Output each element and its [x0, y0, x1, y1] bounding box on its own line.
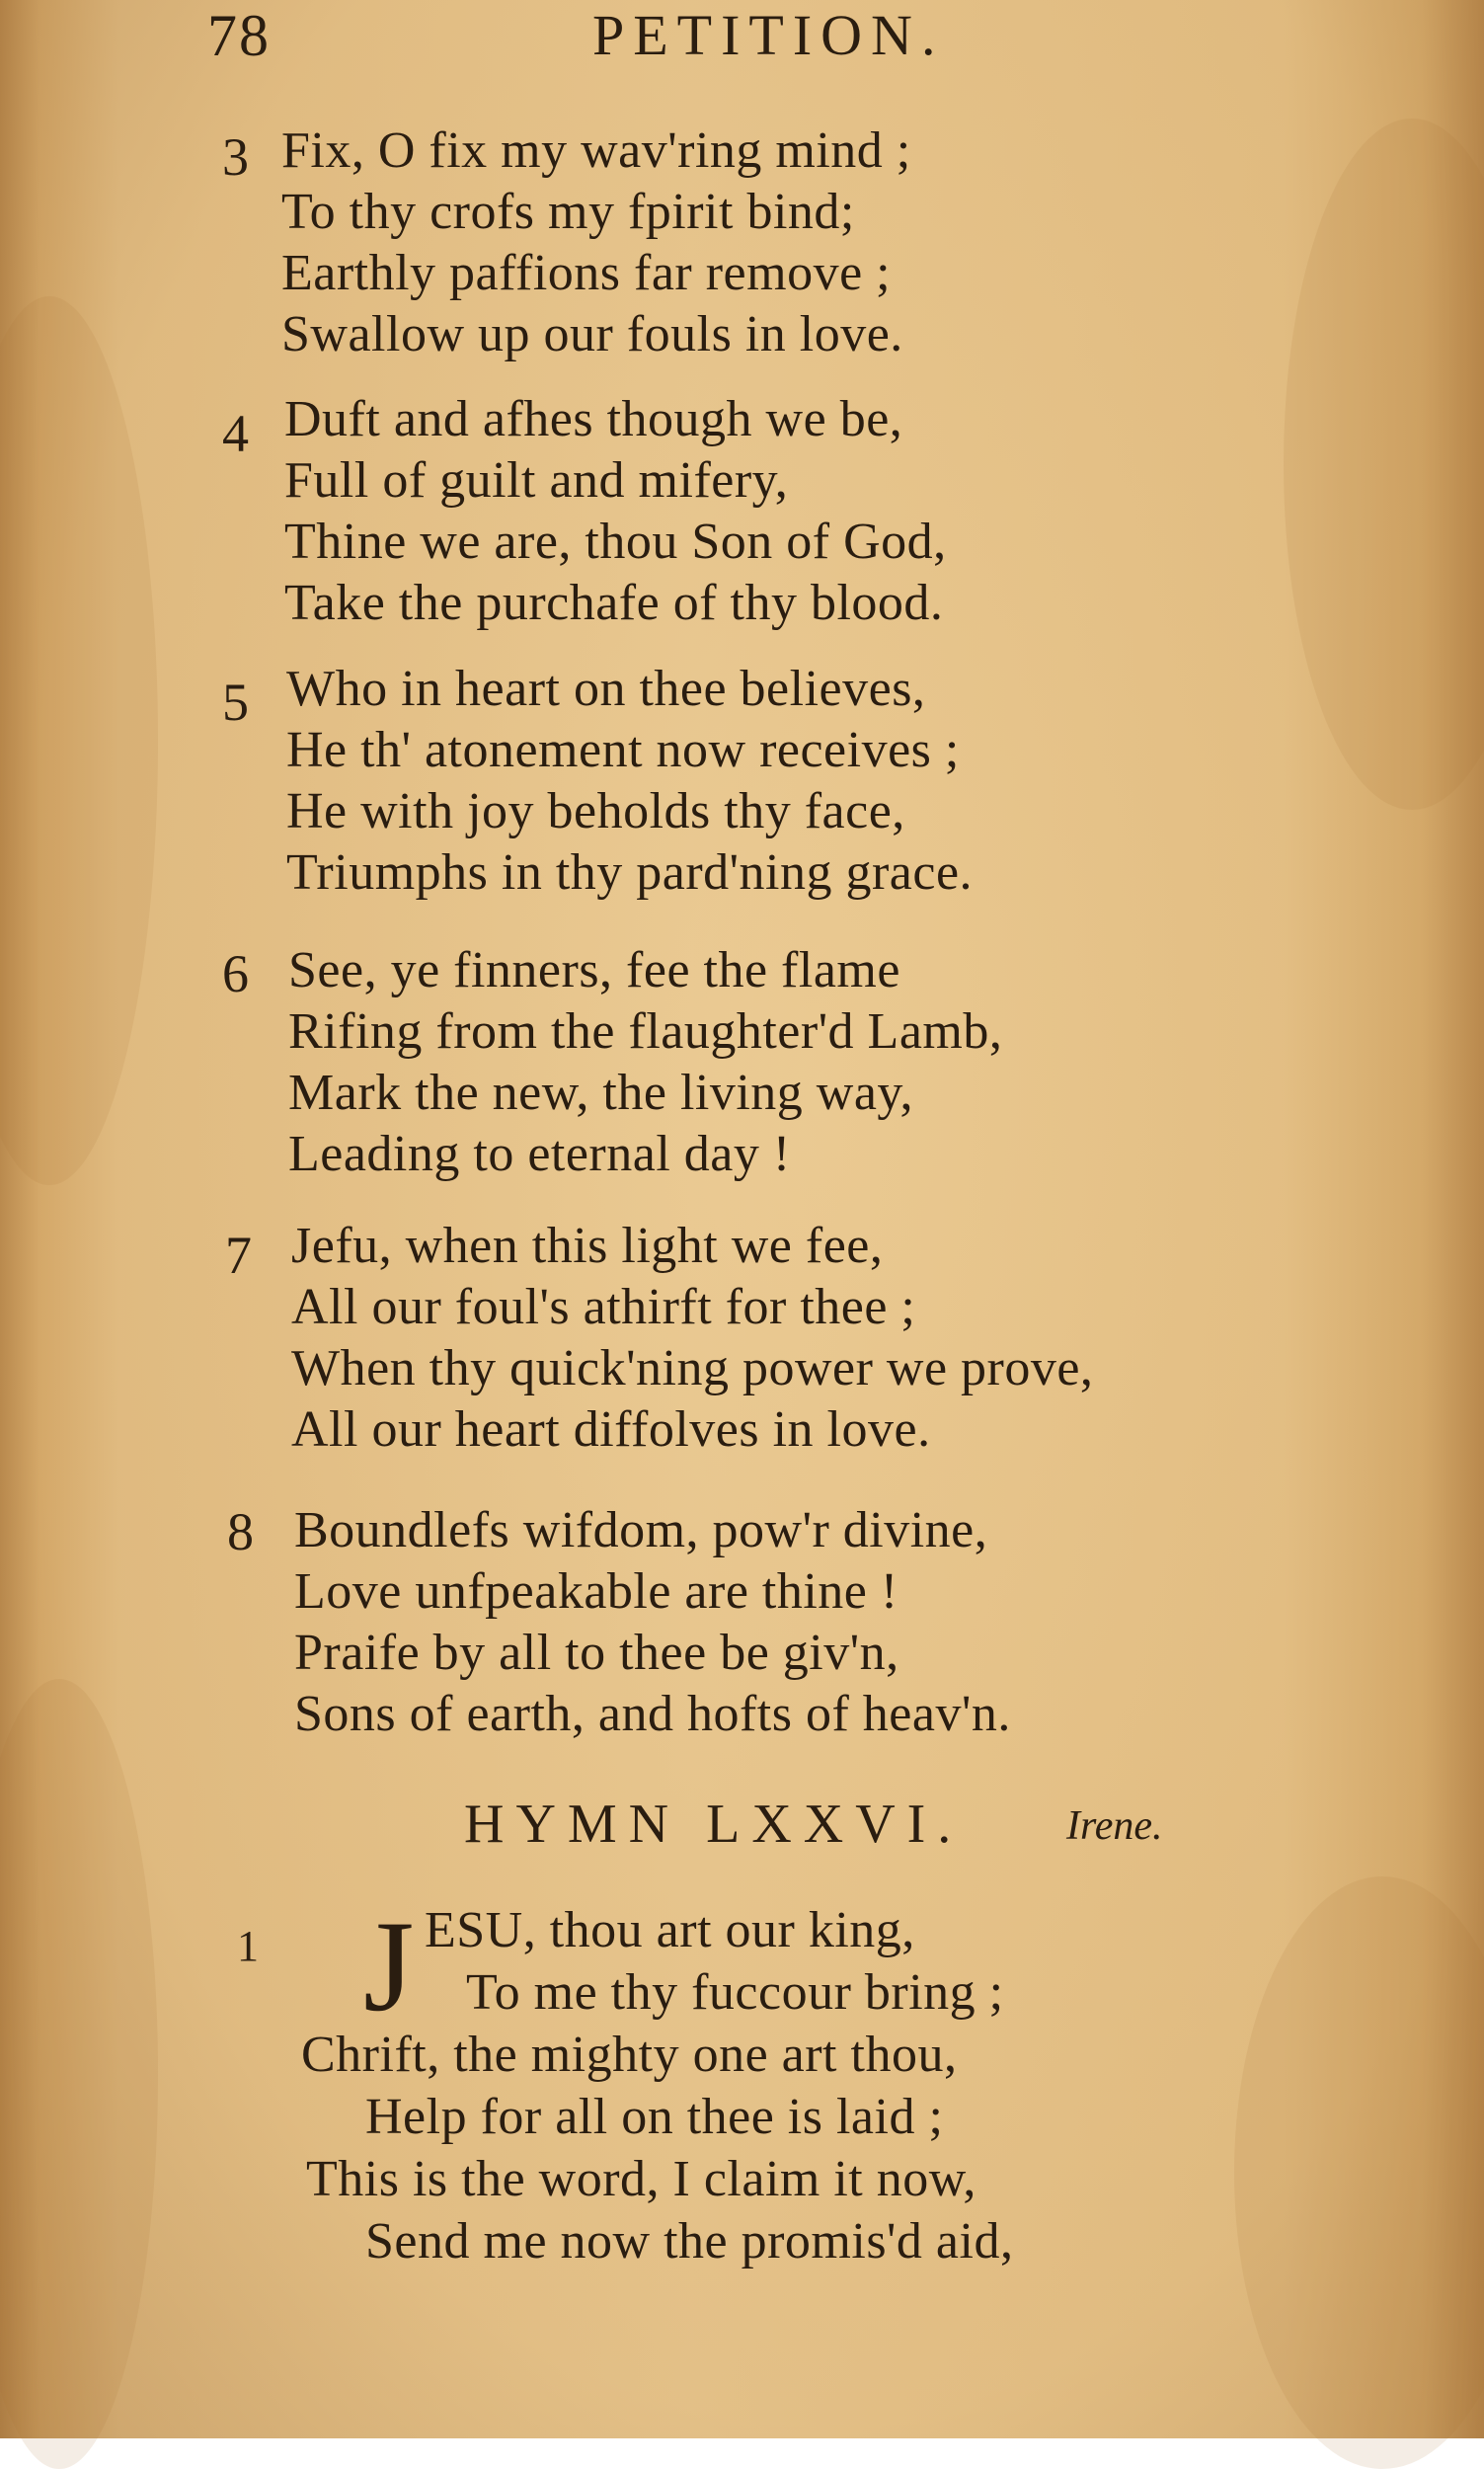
- hymn-title: HYMN LXXVI.: [464, 1793, 964, 1855]
- paper-stain: [1284, 119, 1484, 810]
- verse-number: 5: [222, 673, 249, 732]
- verse-line: He with joy beholds thy face,: [286, 783, 905, 839]
- verse-line: Boundlefs wifdom, pow'r divine,: [294, 1502, 988, 1558]
- paper-stain: [1234, 1876, 1484, 2469]
- verse-line: See, ye finners, fee the flame: [288, 942, 900, 998]
- verse-line: Full of guilt and mifery,: [284, 452, 789, 509]
- verse-line: Swallow up our fouls in love.: [281, 306, 903, 362]
- verse-line: When thy quick'ning power we prove,: [291, 1340, 1094, 1396]
- verse-line: Help for all on thee is laid ;: [365, 2089, 944, 2145]
- verse-line: Fix, O fix my wav'ring mind ;: [281, 122, 911, 179]
- verse-line: Jefu, when this light we fee,: [291, 1218, 884, 1274]
- paper-stain: [0, 1679, 158, 2469]
- verse-number: 8: [227, 1502, 254, 1561]
- verse-number: 7: [225, 1226, 252, 1285]
- verse-line: Chrift, the mighty one art thou,: [301, 2027, 958, 2083]
- verse-number: 3: [222, 127, 249, 187]
- verse-line: Send me now the promis'd aid,: [365, 2213, 1014, 2270]
- verse-line: Love unfpeakable are thine !: [294, 1563, 898, 1620]
- verse-line: Sons of earth, and hofts of heav'n.: [294, 1686, 1011, 1742]
- verse-line: Praife by all to thee be giv'n,: [294, 1625, 899, 1681]
- verse-line: Rifing from the flaughter'd Lamb,: [288, 1003, 1003, 1060]
- running-head: PETITION.: [592, 3, 945, 67]
- verse-line: To me thy fuccour bring ;: [466, 1964, 1004, 2021]
- verse-line: Earthly paffions far remove ;: [281, 245, 892, 301]
- verse-line: Leading to eternal day !: [288, 1126, 791, 1182]
- verse-number: 1: [237, 1922, 259, 1970]
- verse-line: He th' atonement now receives ;: [286, 722, 960, 778]
- verse-line: Triumphs in thy pard'ning grace.: [286, 844, 974, 901]
- paper-stain: [0, 296, 158, 1185]
- verse-line: Who in heart on thee believes,: [286, 661, 926, 717]
- verse-line: All our heart diffolves in love.: [291, 1401, 931, 1458]
- verse-line: Mark the new, the living way,: [288, 1065, 914, 1121]
- verse-line: All our foul's athirft for thee ;: [291, 1279, 916, 1335]
- verse-line: Duft and afhes though we be,: [284, 391, 903, 447]
- page-header: [0, 0, 1484, 79]
- verse-line: This is the word, I claim it now,: [306, 2151, 976, 2207]
- hymn-tune: Irene.: [1066, 1803, 1163, 1849]
- verse-line: Thine we are, thou Son of God,: [284, 514, 947, 570]
- page-number: 78: [207, 3, 271, 68]
- drop-cap: J: [363, 1893, 415, 2038]
- verse-number: 6: [222, 944, 249, 1003]
- verse-line: ESU, thou art our king,: [425, 1902, 915, 1958]
- verse-line: Take the purchafe of thy blood.: [284, 575, 944, 631]
- verse-line: To thy crofs my fpirit bind;: [281, 184, 855, 240]
- verse-number: 4: [222, 404, 249, 463]
